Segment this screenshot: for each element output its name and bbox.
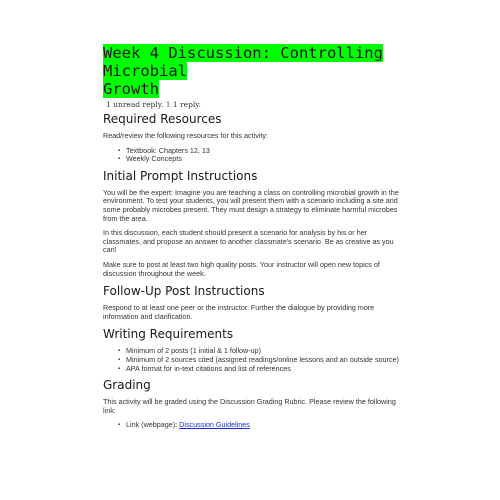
list-item: ▪ Textbook: Chapters 12, 13 [118, 145, 210, 155]
initial-prompt-paragraph: Make sure to post at least two high quality posts. Your instructor will open new topics of discussion throughout the week. [103, 259, 380, 278]
title-line-2: Growth [103, 80, 159, 98]
writing-requirements-list [103, 347, 403, 373]
required-resources-intro: Read/review the following resources for this activity: [103, 131, 268, 140]
initial-prompt-paragraph: In this discussion, each student should present a scenario for analysis by his or her classmates, and propose an answer to another classmate's scenario. Be as creative as you can! [103, 228, 394, 255]
section-heading-grading: Grading [103, 378, 151, 393]
bullet-icon: ▪ [118, 365, 121, 372]
section-heading-follow-up: Follow-Up Post Instructions [103, 284, 265, 299]
bullet-icon: ▪ [118, 356, 121, 363]
grading-paragraph: This activity will be graded using the Discussion Grading Rubric. Please review the following link: [103, 397, 396, 415]
list-item: ▪ Weekly Concepts [118, 154, 182, 164]
section-heading-required-resources: Required Resources [103, 112, 222, 126]
list-item: ▪ Minimum of 2 sources cited (assigned readings/online lessons and an outside source) [118, 354, 399, 364]
bullet-icon: ▪ [118, 147, 121, 154]
initial-prompt-paragraph: You will be the expert: Imagine you are teaching a class on controlling microbial growth in the environment. To test your students, you will present them with a scenario including a site and some probably microbes present. They must design a strategy to eliminate harmful microbes from the area. [103, 187, 399, 223]
section-heading-writing-requirements: Writing Requirements [103, 327, 234, 342]
list-item: ▪ Minimum of 2 posts (1 initial & 1 follow-up) [118, 346, 262, 356]
link-prefix: Link (webpage): [126, 420, 178, 430]
list-item: ▪ APA format for in-text citations and list of references [118, 363, 291, 373]
section-heading-initial-prompt: Initial Prompt Instructions [103, 168, 258, 183]
reply-count[interactable]: 1 reply. [172, 100, 201, 109]
required-resources-list [103, 147, 403, 164]
document [103, 44, 403, 435]
list-item [118, 421, 403, 430]
title-line-1: Week 4 Discussion: Controlling Microbial [103, 44, 383, 80]
bullet-icon: ▪ [118, 348, 121, 355]
grading-links-list [103, 421, 403, 430]
discussion-guidelines-link[interactable]: Discussion Guidelines [179, 420, 250, 430]
meta-separator: 1 [165, 100, 171, 109]
page-title [103, 44, 403, 98]
bullet-icon: ▪ [118, 156, 121, 163]
reply-meta [106, 100, 403, 110]
follow-up-paragraph: Respond to at least one peer or the instructor. Further the dialogue by providing more information and clarification. [103, 303, 375, 321]
bullet-icon: ▪ [118, 422, 121, 429]
unread-reply-count[interactable]: 1 unread reply. [106, 100, 164, 109]
